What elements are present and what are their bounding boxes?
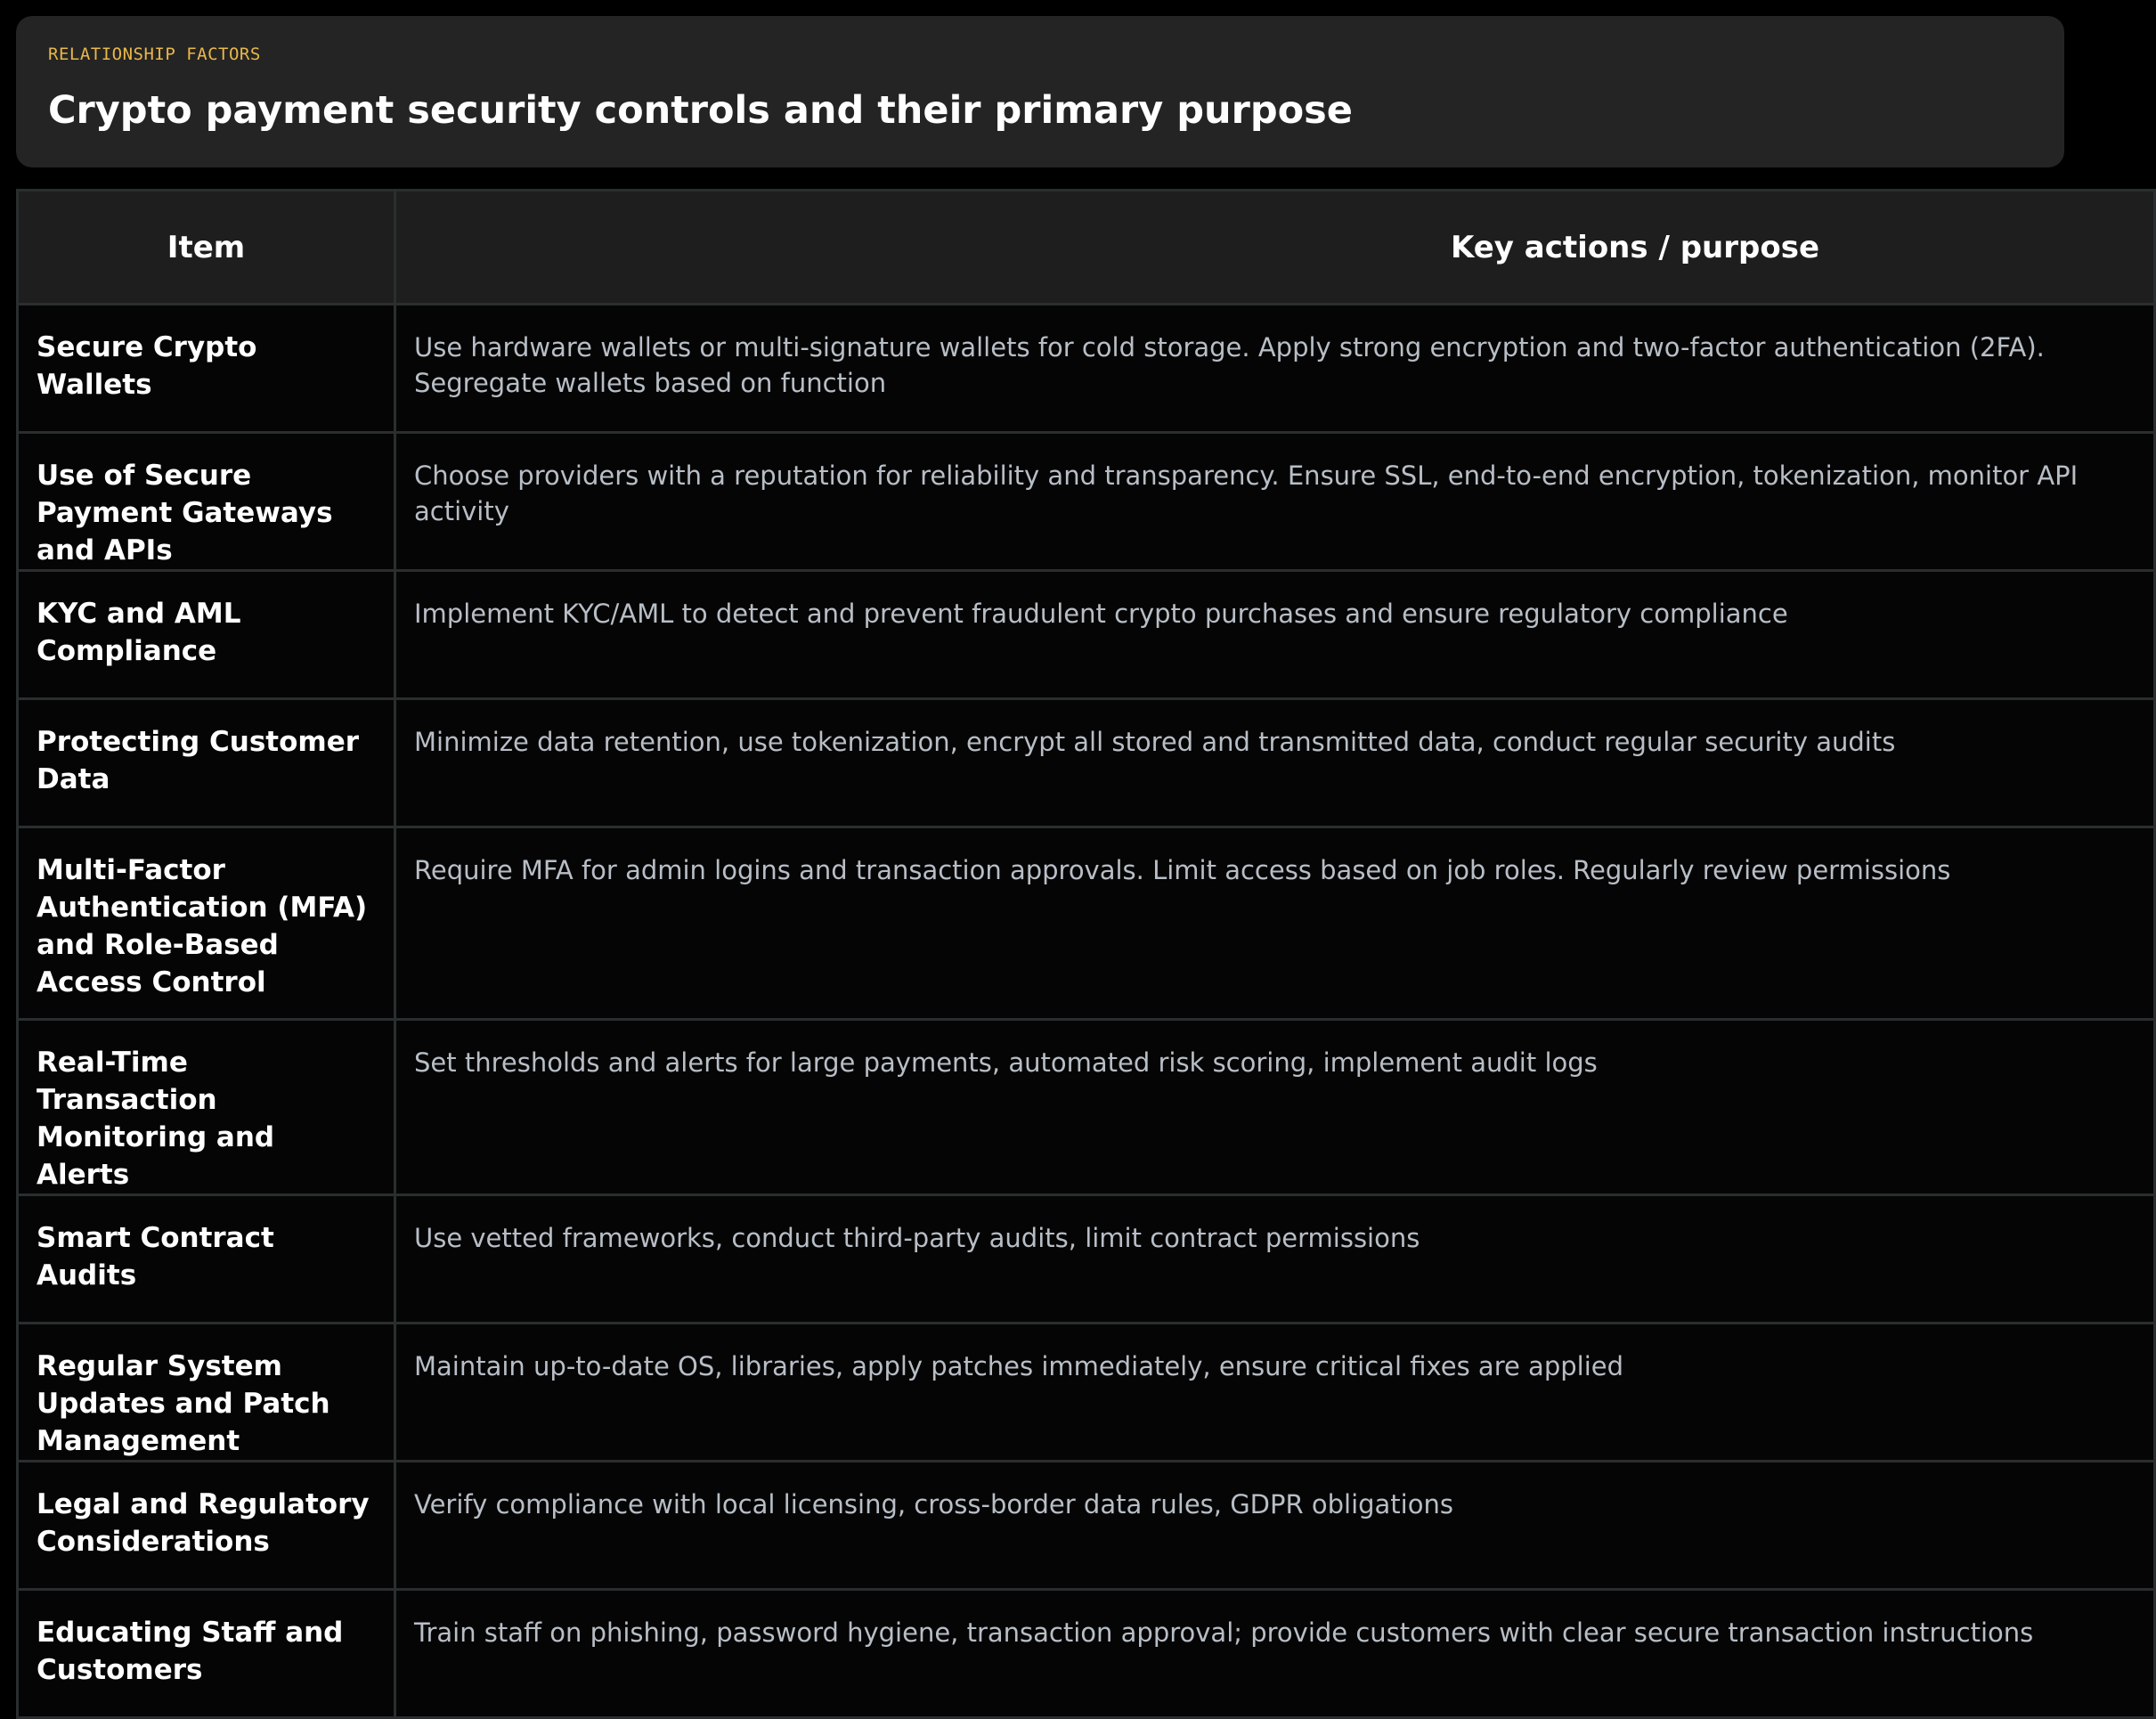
section-eyebrow: RELATIONSHIP FACTORS	[48, 45, 261, 64]
page-title: Crypto payment security controls and their primary purpose	[48, 88, 1353, 133]
table-header-row	[18, 191, 2155, 305]
table-row	[18, 1324, 2155, 1462]
row-item-cell: Secure Crypto Wallets	[18, 305, 395, 433]
row-purpose-cell: Implement KYC/AML to detect and prevent fraudulent crypto purchases and ensure regulatory compliance	[395, 571, 2155, 699]
table-row	[18, 571, 2155, 699]
row-item-cell: KYC and AML Compliance	[18, 571, 395, 699]
row-item-cell: Regular System Updates and Patch Management	[18, 1324, 395, 1462]
row-purpose-cell: Require MFA for admin logins and transaction approvals. Limit access based on job roles. Regularly review permissions	[395, 827, 2155, 1020]
row-item-cell: Educating Staff and Customers	[18, 1590, 395, 1718]
table-row	[18, 1590, 2155, 1718]
row-item-cell: Legal and Regulatory Considerations	[18, 1462, 395, 1590]
table-row	[18, 1195, 2155, 1324]
row-item-cell: Use of Secure Payment Gateways and APIs	[18, 433, 395, 571]
table-body	[18, 305, 2155, 1718]
table-row	[18, 305, 2155, 433]
row-item-cell: Protecting Customer Data	[18, 699, 395, 827]
row-purpose-cell: Verify compliance with local licensing, cross-border data rules, GDPR obligations	[395, 1462, 2155, 1590]
table-row	[18, 1020, 2155, 1195]
row-purpose-cell: Use vetted frameworks, conduct third-party audits, limit contract permissions	[395, 1195, 2155, 1324]
row-item-cell: Real-Time Transaction Monitoring and Alerts	[18, 1020, 395, 1195]
row-purpose-cell: Minimize data retention, use tokenization, encrypt all stored and transmitted data, conduct regular security audits	[395, 699, 2155, 827]
row-purpose-cell: Train staff on phishing, password hygiene, transaction approval; provide customers with clear secure transaction instructions	[395, 1590, 2155, 1718]
row-purpose-cell: Choose providers with a reputation for reliability and transparency. Ensure SSL, end-to-end encryption, tokenization, monitor API activity	[395, 433, 2155, 571]
row-purpose-cell: Use hardware wallets or multi-signature wallets for cold storage. Apply strong encryption and two-factor authentication (2FA). Segregate wallets based on function	[395, 305, 2155, 433]
table-header	[18, 191, 2155, 305]
controls-table	[16, 189, 2156, 1719]
column-header-item: Item	[18, 191, 395, 305]
table-row	[18, 699, 2155, 827]
table-row	[18, 827, 2155, 1020]
row-item-cell: Multi-Factor Authentication (MFA) and Role-Based Access Control	[18, 827, 395, 1020]
table-row	[18, 433, 2155, 571]
controls-table-container	[16, 189, 2153, 1719]
column-header-purpose: Key actions / purpose	[395, 191, 2155, 305]
row-purpose-cell: Maintain up-to-date OS, libraries, apply patches immediately, ensure critical fixes are applied	[395, 1324, 2155, 1462]
row-item-cell: Smart Contract Audits	[18, 1195, 395, 1324]
table-row	[18, 1462, 2155, 1590]
header-card	[16, 16, 2064, 167]
row-purpose-cell: Set thresholds and alerts for large payments, automated risk scoring, implement audit logs	[395, 1020, 2155, 1195]
